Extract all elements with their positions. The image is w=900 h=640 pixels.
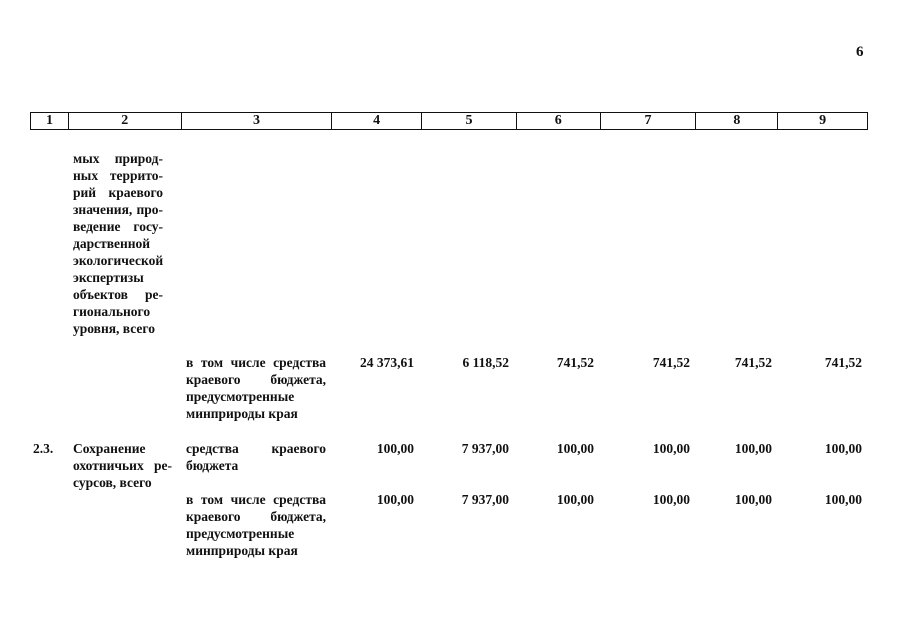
header-col-3: 3 [182, 113, 333, 129]
source-line: минприроды края [186, 543, 298, 558]
continuation-name-line: ведение госу- [73, 219, 163, 234]
row-1-col-8: 100,00 [734, 441, 772, 456]
source-line: бюджета [186, 458, 239, 473]
header-col-9: 9 [819, 113, 827, 128]
table-header-row [30, 112, 868, 130]
continuation-name-line: мых природ- [73, 151, 163, 166]
header-col-4: 4 [332, 113, 422, 129]
row-2-col-4: 100,00 [376, 492, 414, 507]
source-line: минприроды края [186, 406, 298, 421]
source-line: средства краевого [186, 441, 326, 456]
header-col-2: 2 [69, 113, 182, 129]
source-line: предусмотренные [186, 389, 295, 404]
continuation-name-line: дарственной [73, 236, 151, 251]
row-0-col-9: 741,52 [824, 355, 862, 370]
continuation-name-line: гионального [73, 304, 151, 319]
row-1-col-7: 100,00 [652, 441, 690, 456]
continuation-name-line: ных террито- [73, 168, 163, 183]
continuation-name-line: объектов ре- [73, 287, 163, 302]
header-col-7: 7 [601, 113, 697, 129]
row-0-col-4: 24 373,61 [360, 355, 414, 370]
row-1-col-4: 100,00 [376, 441, 414, 456]
header-col-1: 1 [31, 113, 69, 129]
source-line: предусмотренные [186, 526, 295, 541]
row-0-col-6: 741,52 [556, 355, 594, 370]
continuation-name-line: экспертизы [73, 270, 144, 285]
source-line: в том числе средства [186, 492, 326, 507]
source-line: в том числе средства [186, 355, 326, 370]
name-line: Сохранение [73, 441, 146, 456]
continuation-name-cell [73, 150, 163, 337]
row-2-col-8: 100,00 [734, 492, 772, 507]
name-line: сурсов, всего [73, 475, 152, 490]
row-2-col-9: 100,00 [824, 492, 862, 507]
continuation-name-line: значения, про- [73, 202, 163, 217]
header-col-6: 6 [517, 113, 601, 129]
row-1-col-9: 100,00 [824, 441, 862, 456]
row-2-source-cell [186, 491, 326, 559]
continuation-name-line: рий краевого [73, 185, 163, 200]
row-1-name-cell [73, 440, 172, 491]
source-line: краевого бюджета, [186, 509, 326, 524]
row-2-col-5: 7 937,00 [461, 492, 509, 507]
source-line: краевого бюджета, [186, 372, 326, 387]
row-1-number: 2.3. [33, 441, 54, 456]
row-0-source-cell [186, 354, 326, 422]
row-0-col-8: 741,52 [734, 355, 772, 370]
continuation-name-line: уровня, всего [73, 321, 155, 336]
continuation-name-line: экологической [73, 253, 164, 268]
row-2-col-6: 100,00 [556, 492, 594, 507]
header-col-8: 8 [696, 113, 778, 129]
row-0-col-5: 6 118,52 [462, 355, 509, 370]
row-2-col-7: 100,00 [652, 492, 690, 507]
header-col-5: 5 [422, 113, 517, 129]
page-number: 6 [856, 44, 864, 60]
row-1-col-5: 7 937,00 [461, 441, 509, 456]
row-1-source-cell [186, 440, 326, 474]
row-1-col-6: 100,00 [556, 441, 594, 456]
name-line: охотничьих ре- [73, 458, 172, 473]
row-0-col-7: 741,52 [652, 355, 690, 370]
